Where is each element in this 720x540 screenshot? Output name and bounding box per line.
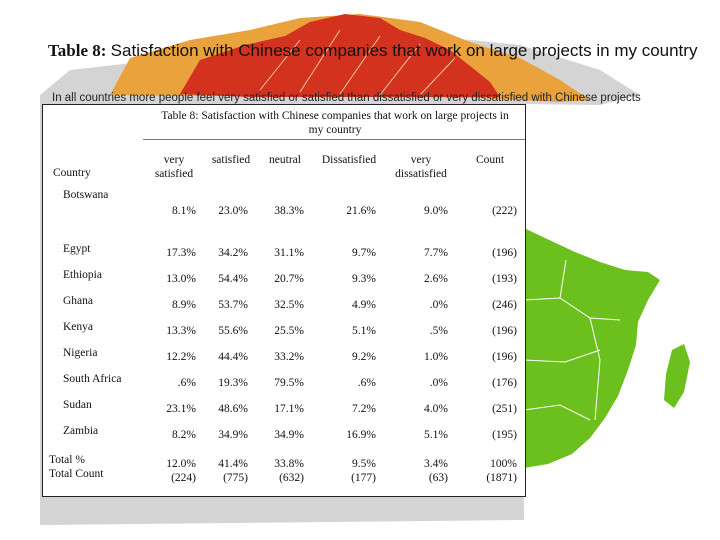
country-label: Botswana	[63, 189, 109, 201]
total-pct: 33.8%	[274, 458, 304, 470]
data-table	[42, 104, 526, 497]
table-cell: (246)	[492, 299, 517, 311]
africa-map	[524, 228, 660, 468]
table-cell: (251)	[492, 403, 517, 415]
country-label: Ethiopia	[63, 269, 102, 281]
table-cell: 13.0%	[166, 273, 196, 285]
table-cell: 9.3%	[352, 273, 376, 285]
table-cell: 53.7%	[218, 299, 248, 311]
table-cell: 4.0%	[424, 403, 448, 415]
table-cell: 19.3%	[218, 377, 248, 389]
table-cell: 16.9%	[346, 429, 376, 441]
table-cell: 44.4%	[218, 351, 248, 363]
total-pct-label: Total %	[49, 454, 85, 466]
table-cell: 5.1%	[424, 429, 448, 441]
col-header-neutral: neutral	[269, 154, 301, 166]
country-label: South Africa	[63, 373, 122, 385]
total-cell	[166, 457, 196, 485]
table-cell: (196)	[492, 247, 517, 259]
slide-title-lead: Table 8:	[48, 41, 111, 60]
caption-divider	[143, 139, 525, 140]
table-cell: 55.6%	[218, 325, 248, 337]
table-cell: 8.1%	[172, 205, 196, 217]
country-label: Kenya	[63, 321, 94, 333]
country-label: Nigeria	[63, 347, 98, 359]
country-label: Ghana	[63, 295, 94, 307]
total-cell	[351, 457, 376, 485]
col-header-very-dissatisfied: very dissatisfied	[395, 154, 447, 180]
table-cell: (196)	[492, 325, 517, 337]
table-cell: 79.5%	[274, 377, 304, 389]
table-cell: (176)	[492, 377, 517, 389]
table-cell: 20.7%	[274, 273, 304, 285]
total-cell	[218, 457, 248, 485]
table-cell: 31.1%	[274, 247, 304, 259]
total-pct: 12.0%	[166, 458, 196, 470]
country-label: Egypt	[63, 243, 91, 255]
table-cell: 32.5%	[274, 299, 304, 311]
table-cell: 54.4%	[218, 273, 248, 285]
table-cell: .0%	[429, 299, 448, 311]
table-cell: 8.9%	[172, 299, 196, 311]
col-header-dissatisfied: Dissatisfied	[321, 154, 377, 166]
table-cell: 9.7%	[352, 247, 376, 259]
table-cell: .6%	[177, 377, 196, 389]
country-label: Sudan	[63, 399, 92, 411]
total-count: (63)	[428, 472, 448, 484]
total-cell	[424, 457, 448, 485]
col-header-count: Count	[475, 154, 505, 166]
table-cell: 23.1%	[166, 403, 196, 415]
table-cell: 13.3%	[166, 325, 196, 337]
total-cell	[486, 457, 517, 485]
table-cell: 9.0%	[424, 205, 448, 217]
table-cell: 7.7%	[424, 247, 448, 259]
table-cell: 9.2%	[352, 351, 376, 363]
madagascar-map	[664, 344, 690, 408]
table-cell: 23.0%	[218, 205, 248, 217]
table-cell: (222)	[492, 205, 517, 217]
slide-title-rest: Satisfaction with Chinese companies that work on large projects in my country	[110, 41, 698, 60]
total-count-label: Total Count	[49, 468, 104, 480]
table-cell: 2.6%	[424, 273, 448, 285]
slide-title	[48, 40, 713, 62]
total-count: (224)	[171, 472, 196, 484]
table-cell: (196)	[492, 351, 517, 363]
row-header-label: Country	[53, 167, 91, 179]
total-row-label	[49, 453, 103, 481]
total-count: (632)	[279, 472, 304, 484]
table-cell: 7.2%	[352, 403, 376, 415]
total-pct: 3.4%	[424, 458, 448, 470]
total-count: (1871)	[486, 472, 517, 484]
table-cell: 4.9%	[352, 299, 376, 311]
table-cell: 21.6%	[346, 205, 376, 217]
table-caption-line-2: my country	[308, 124, 362, 136]
total-pct: 100%	[490, 458, 517, 470]
table-cell: .0%	[429, 377, 448, 389]
table-cell: .5%	[429, 325, 448, 337]
table-caption	[145, 109, 525, 137]
total-pct: 9.5%	[352, 458, 376, 470]
total-pct: 41.4%	[218, 458, 248, 470]
table-cell: .6%	[357, 377, 376, 389]
table-cell: 12.2%	[166, 351, 196, 363]
table-cell: 34.2%	[218, 247, 248, 259]
table-cell: 1.0%	[424, 351, 448, 363]
table-cell: 38.3%	[274, 205, 304, 217]
slide-subtitle: In all countries more people feel very satisfied or satisfied than dissatisfied or very dissatisfied with Chinese projects	[52, 92, 641, 104]
table-cell: 17.1%	[274, 403, 304, 415]
total-count: (177)	[351, 472, 376, 484]
table-cell: 17.3%	[166, 247, 196, 259]
table-cell: 34.9%	[218, 429, 248, 441]
table-caption-line-1: Table 8: Satisfaction with Chinese companies that work on large projects in	[161, 110, 509, 122]
total-cell	[274, 457, 304, 485]
col-header-very-satisfied: very satisfied	[154, 154, 194, 180]
col-header-satisfied: satisfied	[211, 154, 251, 166]
table-cell: 5.1%	[352, 325, 376, 337]
total-count: (775)	[223, 472, 248, 484]
country-label: Zambia	[63, 425, 99, 437]
table-cell: 34.9%	[274, 429, 304, 441]
table-cell: (195)	[492, 429, 517, 441]
table-cell: 8.2%	[172, 429, 196, 441]
table-cell: 25.5%	[274, 325, 304, 337]
table-cell: (193)	[492, 273, 517, 285]
table-cell: 33.2%	[274, 351, 304, 363]
table-cell: 48.6%	[218, 403, 248, 415]
